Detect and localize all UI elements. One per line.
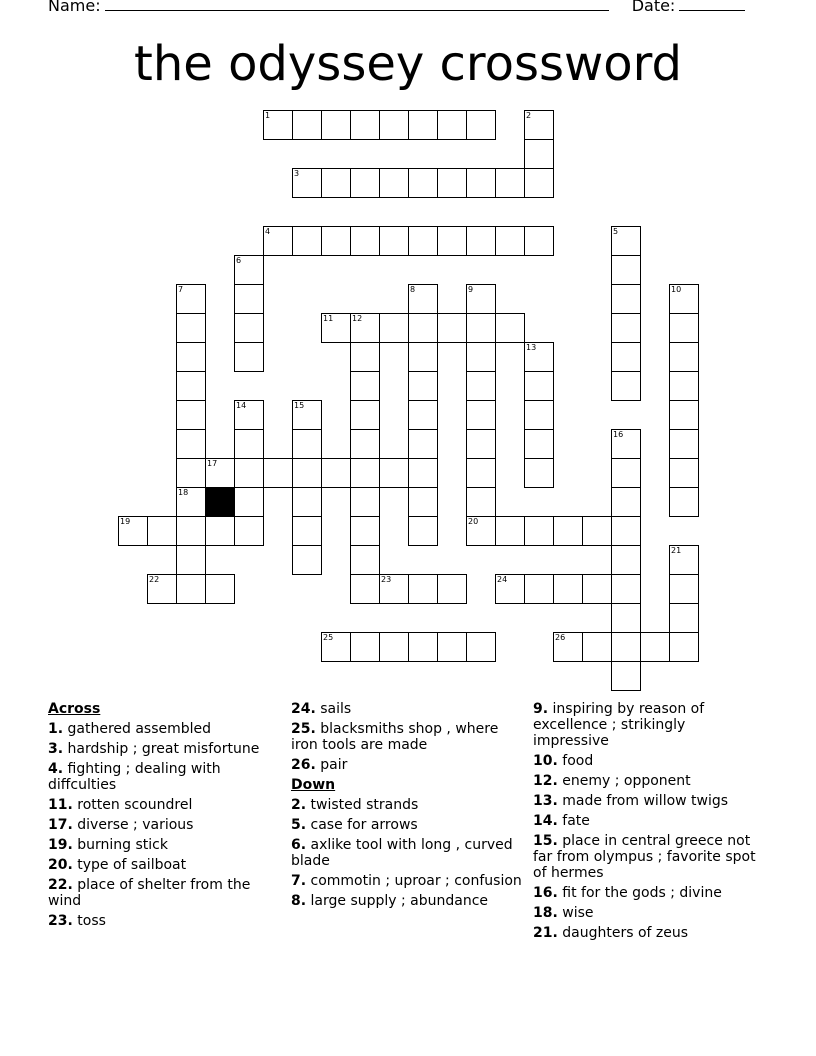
- grid-cell[interactable]: [553, 516, 583, 546]
- grid-cell[interactable]: [495, 226, 525, 256]
- grid-cell[interactable]: [321, 313, 351, 343]
- grid-cell[interactable]: [582, 516, 612, 546]
- grid-cell[interactable]: [495, 516, 525, 546]
- grid-cell[interactable]: [292, 429, 322, 459]
- clue-number-label: 5: [613, 227, 619, 236]
- clue-number: 22.: [48, 877, 73, 893]
- grid-cell[interactable]: [466, 487, 496, 517]
- grid-cell[interactable]: [611, 632, 641, 662]
- grid-cell[interactable]: [495, 168, 525, 198]
- clue-number: 9.: [533, 701, 549, 717]
- grid-cell[interactable]: [205, 574, 235, 604]
- grid-cell[interactable]: [495, 313, 525, 343]
- name-label: Name:: [48, 0, 101, 15]
- grid-cell[interactable]: [524, 400, 554, 430]
- grid-cell[interactable]: [176, 371, 206, 401]
- down-clue: [291, 893, 523, 909]
- grid-cell[interactable]: [379, 632, 409, 662]
- grid-cell[interactable]: [379, 168, 409, 198]
- clue-number: 17.: [48, 817, 73, 833]
- down-clue: [533, 885, 765, 901]
- grid-cell[interactable]: [524, 168, 554, 198]
- clue-number-label: 26: [555, 633, 566, 642]
- clue-number: 25.: [291, 721, 316, 737]
- grid-cell[interactable]: [408, 429, 438, 459]
- grid-cell[interactable]: [379, 458, 409, 488]
- down-clue: [533, 925, 765, 941]
- grid-cell[interactable]: [466, 110, 496, 140]
- grid-cell[interactable]: [147, 574, 177, 604]
- grid-cell[interactable]: [292, 458, 322, 488]
- grid-cell[interactable]: [118, 516, 148, 546]
- clue-number: 10.: [533, 753, 558, 769]
- grid-cell[interactable]: [582, 574, 612, 604]
- grid-cell[interactable]: [524, 110, 554, 140]
- clue-number: 13.: [533, 793, 558, 809]
- grid-cell[interactable]: [408, 168, 438, 198]
- clue-text: blacksmiths shop , where iron tools are made: [291, 721, 499, 753]
- clue-number-label: 1: [265, 111, 271, 120]
- clue-text: rotten scoundrel: [72, 797, 193, 813]
- grid-cell[interactable]: [669, 487, 699, 517]
- across-clue: [48, 761, 280, 793]
- grid-cell[interactable]: [176, 545, 206, 575]
- grid-cell[interactable]: [437, 632, 467, 662]
- grid-cell[interactable]: [466, 168, 496, 198]
- clue-text: axlike tool with long , curved blade: [291, 837, 513, 869]
- clue-number: 8.: [291, 893, 307, 909]
- grid-cell[interactable]: [437, 313, 467, 343]
- grid-cell[interactable]: [524, 371, 554, 401]
- grid-cell[interactable]: [176, 458, 206, 488]
- clue-number-label: 11: [323, 314, 334, 323]
- clue-number-label: 10: [671, 285, 682, 294]
- clue-text: inspiring by reason of excellence ; strikingly impressive: [533, 701, 705, 749]
- across-heading: Across: [48, 701, 101, 717]
- grid-cell[interactable]: [176, 313, 206, 343]
- grid-cell[interactable]: [408, 574, 438, 604]
- grid-cell[interactable]: [292, 226, 322, 256]
- clue-text: wise: [557, 905, 594, 921]
- clue-number: 6.: [291, 837, 307, 853]
- grid-cell[interactable]: [292, 400, 322, 430]
- grid-cell[interactable]: [408, 284, 438, 314]
- clue-number-label: 9: [468, 285, 474, 294]
- grid-cell[interactable]: [147, 516, 177, 546]
- grid-cell[interactable]: [350, 632, 380, 662]
- grid-cell[interactable]: [466, 632, 496, 662]
- clue-text: toss: [72, 913, 106, 929]
- clue-number-label: 17: [207, 459, 218, 468]
- grid-cell[interactable]: [524, 429, 554, 459]
- clue-column-3: [533, 701, 765, 945]
- grid-cell[interactable]: [408, 226, 438, 256]
- grid-cell[interactable]: [176, 429, 206, 459]
- grid-cell[interactable]: [553, 574, 583, 604]
- clues-section: [48, 701, 788, 981]
- across-clue: [291, 701, 523, 717]
- date-label: Date:: [631, 0, 676, 15]
- down-clue: [533, 833, 765, 881]
- clue-column-2: [291, 701, 523, 913]
- grid-cell[interactable]: [379, 110, 409, 140]
- clue-text: food: [557, 753, 594, 769]
- grid-cell[interactable]: [350, 313, 380, 343]
- grid-cell[interactable]: [263, 226, 293, 256]
- down-clue: [533, 701, 765, 749]
- grid-cell[interactable]: [466, 284, 496, 314]
- grid-cell[interactable]: [611, 458, 641, 488]
- clue-number-label: 6: [236, 256, 242, 265]
- grid-cell[interactable]: [234, 400, 264, 430]
- clue-number: 3.: [48, 741, 64, 757]
- clue-number-label: 22: [149, 575, 160, 584]
- clue-number-label: 15: [294, 401, 305, 410]
- clue-text: fate: [557, 813, 590, 829]
- down-clue: [533, 773, 765, 789]
- clue-number-label: 2: [526, 111, 532, 120]
- grid-cell[interactable]: [466, 458, 496, 488]
- grid-cell[interactable]: [669, 371, 699, 401]
- grid-cell[interactable]: [669, 545, 699, 575]
- grid-cell[interactable]: [669, 284, 699, 314]
- clue-text: made from willow twigs: [557, 793, 729, 809]
- grid-cell[interactable]: [408, 400, 438, 430]
- grid-cell[interactable]: [292, 545, 322, 575]
- grid-cell[interactable]: [234, 429, 264, 459]
- clue-number-label: 25: [323, 633, 334, 642]
- clue-text: place of shelter from the wind: [48, 877, 251, 909]
- grid-cell[interactable]: [321, 110, 351, 140]
- clue-number-label: 16: [613, 430, 624, 439]
- clue-text: enemy ; opponent: [557, 773, 691, 789]
- grid-cell[interactable]: [611, 429, 641, 459]
- grid-cell[interactable]: [524, 139, 554, 169]
- clue-text: twisted strands: [306, 797, 419, 813]
- grid-cell[interactable]: [408, 110, 438, 140]
- grid-cell[interactable]: [408, 487, 438, 517]
- clue-number-label: 12: [352, 314, 363, 323]
- grid-cell[interactable]: [176, 487, 206, 517]
- clue-text: commotin ; uproar ; confusion: [306, 873, 522, 889]
- grid-cell[interactable]: [176, 516, 206, 546]
- block-square: [205, 487, 235, 517]
- grid-cell[interactable]: [205, 458, 235, 488]
- clue-text: sails: [315, 701, 352, 717]
- across-clue: [48, 741, 280, 757]
- grid-cell[interactable]: [234, 284, 264, 314]
- grid-cell[interactable]: [669, 429, 699, 459]
- grid-cell[interactable]: [611, 255, 641, 285]
- grid-cell[interactable]: [466, 371, 496, 401]
- grid-cell[interactable]: [437, 110, 467, 140]
- grid-cell[interactable]: [669, 313, 699, 343]
- grid-cell[interactable]: [350, 458, 380, 488]
- down-clue: [291, 817, 523, 833]
- grid-cell[interactable]: [611, 371, 641, 401]
- clue-number-label: 24: [497, 575, 508, 584]
- grid-cell[interactable]: [611, 574, 641, 604]
- clue-number: 5.: [291, 817, 307, 833]
- down-clue: [533, 813, 765, 829]
- clue-number-label: 4: [265, 227, 271, 236]
- clue-text: diverse ; various: [72, 817, 194, 833]
- grid-cell[interactable]: [234, 313, 264, 343]
- down-clue: [533, 793, 765, 809]
- clue-number: 21.: [533, 925, 558, 941]
- across-clue: [48, 877, 280, 909]
- grid-cell[interactable]: [321, 168, 351, 198]
- grid-cell[interactable]: [350, 429, 380, 459]
- clue-text: case for arrows: [306, 817, 418, 833]
- grid-cell[interactable]: [466, 429, 496, 459]
- grid-cell[interactable]: [176, 284, 206, 314]
- across-clue: [48, 857, 280, 873]
- across-clue: [291, 757, 523, 773]
- grid-cell[interactable]: [321, 458, 351, 488]
- clue-text: fit for the gods ; divine: [557, 885, 722, 901]
- grid-cell[interactable]: [350, 545, 380, 575]
- clue-number-label: 18: [178, 488, 189, 497]
- clue-text: large supply ; abundance: [306, 893, 489, 909]
- grid-cell[interactable]: [321, 632, 351, 662]
- across-clue: [48, 721, 280, 737]
- across-clue: [48, 837, 280, 853]
- clue-number: 14.: [533, 813, 558, 829]
- across-clue: [48, 817, 280, 833]
- grid-cell[interactable]: [350, 342, 380, 372]
- grid-cell[interactable]: [292, 168, 322, 198]
- grid-cell[interactable]: [379, 313, 409, 343]
- down-clue: [533, 905, 765, 921]
- grid-cell[interactable]: [176, 400, 206, 430]
- grid-cell[interactable]: [234, 342, 264, 372]
- clue-text: pair: [315, 757, 348, 773]
- clue-number-label: 3: [294, 169, 300, 178]
- clue-number: 4.: [48, 761, 64, 777]
- grid-cell[interactable]: [524, 574, 554, 604]
- grid-cell[interactable]: [437, 226, 467, 256]
- grid-cell[interactable]: [408, 313, 438, 343]
- clue-number: 19.: [48, 837, 73, 853]
- grid-cell[interactable]: [292, 516, 322, 546]
- clue-number: 16.: [533, 885, 558, 901]
- grid-cell[interactable]: [669, 458, 699, 488]
- grid-cell[interactable]: [611, 545, 641, 575]
- grid-cell[interactable]: [292, 110, 322, 140]
- clue-number: 11.: [48, 797, 73, 813]
- grid-cell[interactable]: [611, 661, 641, 691]
- grid-cell[interactable]: [611, 603, 641, 633]
- clue-number-label: 21: [671, 546, 682, 555]
- across-clue: [291, 721, 523, 753]
- grid-cell[interactable]: [379, 574, 409, 604]
- grid-cell[interactable]: [611, 487, 641, 517]
- clue-text: type of sailboat: [72, 857, 187, 873]
- clue-number-label: 13: [526, 343, 537, 352]
- grid-cell[interactable]: [611, 342, 641, 372]
- clue-text: daughters of zeus: [557, 925, 689, 941]
- clue-number-label: 7: [178, 285, 184, 294]
- clue-number: 18.: [533, 905, 558, 921]
- grid-cell[interactable]: [437, 168, 467, 198]
- clue-number: 26.: [291, 757, 316, 773]
- grid-cell[interactable]: [205, 516, 235, 546]
- grid-cell[interactable]: [582, 632, 612, 662]
- grid-cell[interactable]: [263, 110, 293, 140]
- clue-number-label: 20: [468, 517, 479, 526]
- grid-cell[interactable]: [669, 603, 699, 633]
- grid-cell[interactable]: [176, 574, 206, 604]
- grid-cell[interactable]: [234, 458, 264, 488]
- clue-column-1: [48, 701, 280, 933]
- grid-cell[interactable]: [350, 168, 380, 198]
- grid-cell[interactable]: [669, 342, 699, 372]
- clue-number: 12.: [533, 773, 558, 789]
- clue-number: 24.: [291, 701, 316, 717]
- grid-cell[interactable]: [234, 487, 264, 517]
- grid-cell[interactable]: [466, 516, 496, 546]
- grid-cell[interactable]: [669, 400, 699, 430]
- grid-cell[interactable]: [466, 342, 496, 372]
- grid-cell[interactable]: [611, 284, 641, 314]
- clue-number-label: 23: [381, 575, 392, 584]
- grid-cell[interactable]: [408, 632, 438, 662]
- grid-cell[interactable]: [466, 226, 496, 256]
- grid-cell[interactable]: [611, 313, 641, 343]
- grid-cell[interactable]: [524, 226, 554, 256]
- clue-number-label: 19: [120, 517, 131, 526]
- down-clue: [533, 753, 765, 769]
- down-heading: Down: [291, 777, 336, 793]
- grid-cell[interactable]: [524, 458, 554, 488]
- clue-text: hardship ; great misfortune: [63, 741, 260, 757]
- grid-cell[interactable]: [669, 632, 699, 662]
- grid-cell[interactable]: [350, 574, 380, 604]
- grid-cell[interactable]: [350, 400, 380, 430]
- grid-cell[interactable]: [408, 371, 438, 401]
- grid-cell[interactable]: [640, 632, 670, 662]
- clue-number: 2.: [291, 797, 307, 813]
- grid-cell[interactable]: [350, 487, 380, 517]
- clue-number-label: 14: [236, 401, 247, 410]
- grid-cell[interactable]: [350, 110, 380, 140]
- grid-cell[interactable]: [495, 574, 525, 604]
- down-clue: [291, 797, 523, 813]
- grid-cell[interactable]: [611, 226, 641, 256]
- grid-cell[interactable]: [611, 516, 641, 546]
- grid-cell[interactable]: [234, 516, 264, 546]
- grid-cell[interactable]: [292, 487, 322, 517]
- clue-text: gathered assembled: [63, 721, 212, 737]
- grid-cell[interactable]: [408, 342, 438, 372]
- clue-number: 1.: [48, 721, 64, 737]
- clue-number: 7.: [291, 873, 307, 889]
- clue-number: 20.: [48, 857, 73, 873]
- clue-text: fighting ; dealing with diffculties: [48, 761, 221, 793]
- clue-text: place in central greece not far from olympus ; favorite spot of hermes: [533, 833, 756, 881]
- grid-cell[interactable]: [176, 342, 206, 372]
- grid-cell[interactable]: [350, 516, 380, 546]
- grid-cell[interactable]: [466, 400, 496, 430]
- across-clue: [48, 797, 280, 813]
- grid-cell[interactable]: [234, 255, 264, 285]
- across-clue: [48, 913, 280, 929]
- grid-cell[interactable]: [408, 458, 438, 488]
- clue-text: burning stick: [72, 837, 168, 853]
- grid-cell[interactable]: [669, 574, 699, 604]
- clue-number-label: 8: [410, 285, 416, 294]
- grid-cell[interactable]: [553, 632, 583, 662]
- grid-cell[interactable]: [437, 574, 467, 604]
- grid-cell[interactable]: [408, 516, 438, 546]
- page-title: the odyssey crossword: [134, 36, 682, 92]
- grid-cell[interactable]: [524, 516, 554, 546]
- clue-number: 23.: [48, 913, 73, 929]
- clue-number: 15.: [533, 833, 558, 849]
- down-clue: [291, 837, 523, 869]
- grid-cell[interactable]: [379, 226, 409, 256]
- grid-cell[interactable]: [350, 226, 380, 256]
- grid-cell[interactable]: [350, 371, 380, 401]
- grid-cell[interactable]: [321, 226, 351, 256]
- grid-cell[interactable]: [263, 458, 293, 488]
- grid-cell[interactable]: [466, 313, 496, 343]
- down-clue: [291, 873, 523, 889]
- grid-cell[interactable]: [524, 342, 554, 372]
